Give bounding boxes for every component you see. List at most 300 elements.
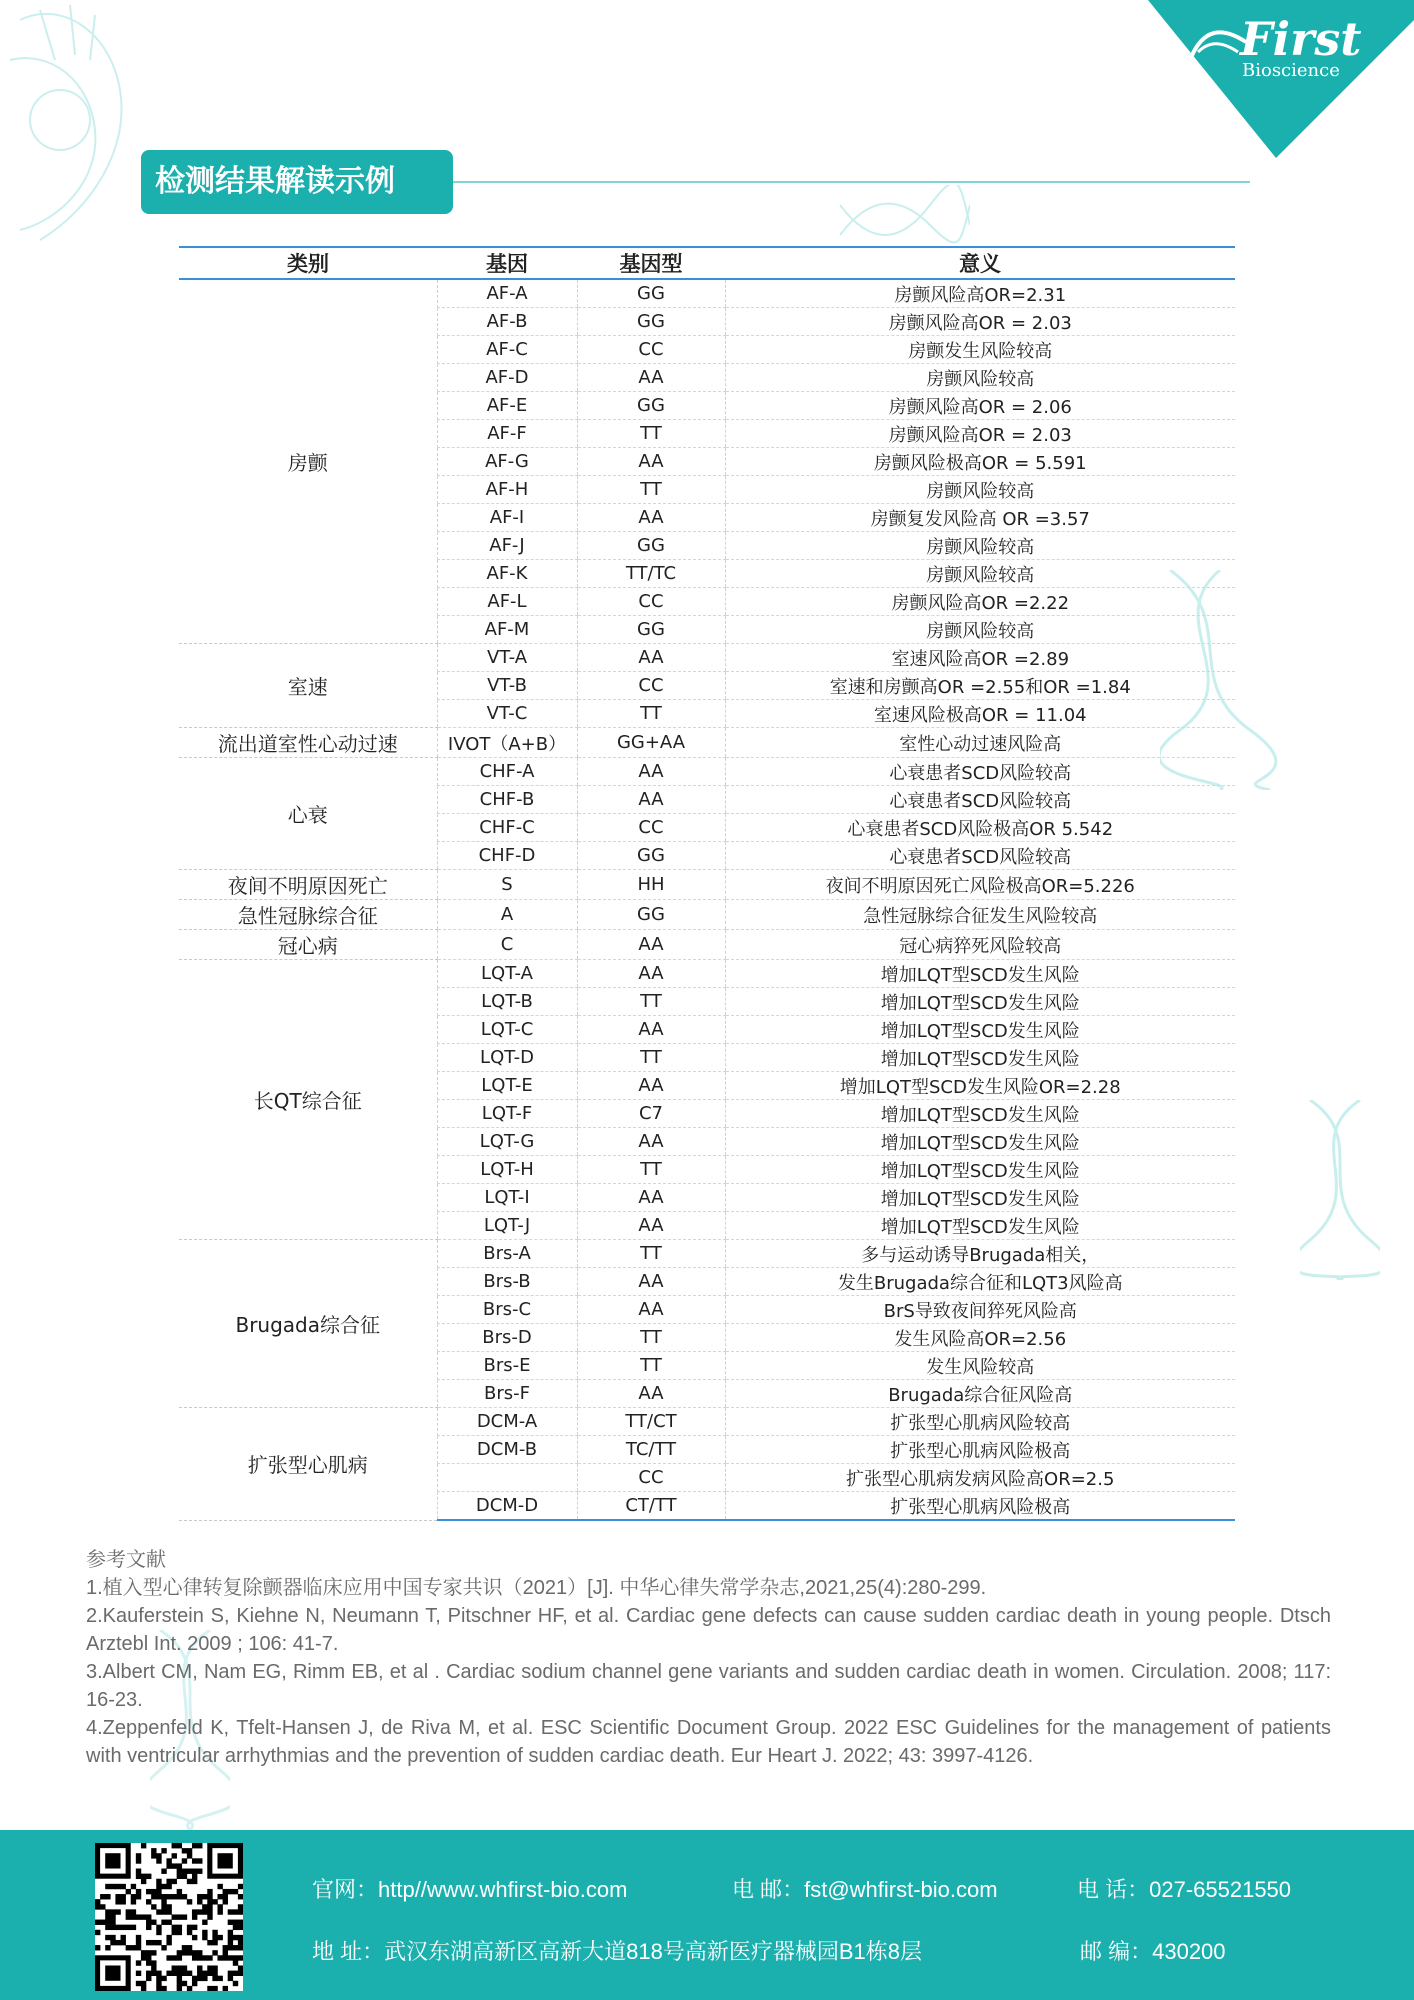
qr-module <box>212 1986 217 1991</box>
gene-cell: AF-C <box>437 336 577 364</box>
dna-helix-illustration <box>840 185 970 245</box>
category-cell: 扩张型心肌病 <box>179 1408 437 1521</box>
genotype-cell: AA <box>577 644 725 672</box>
qr-module <box>156 1889 161 1894</box>
qr-module <box>141 1843 146 1848</box>
table-row <box>179 279 1235 308</box>
qr-module <box>141 1981 146 1986</box>
category-cell: 冠心病 <box>179 930 437 960</box>
qr-module <box>212 1965 217 1970</box>
genotype-cell: TT <box>577 988 725 1016</box>
qr-module <box>156 1930 161 1935</box>
table-row <box>179 758 1235 786</box>
genotype-cell: GG <box>577 532 725 560</box>
qr-module <box>177 1930 182 1935</box>
qr-module <box>217 1909 222 1914</box>
qr-module <box>136 1869 141 1874</box>
qr-module <box>192 1874 197 1879</box>
meaning-cell: 扩张型心肌病发病风险高OR=2.5 <box>725 1464 1235 1492</box>
category-cell: 流出道室性心动过速 <box>179 728 437 758</box>
qr-module <box>146 1940 151 1945</box>
qr-module <box>136 1894 141 1899</box>
genotype-cell: AA <box>577 1184 725 1212</box>
qr-module <box>105 1925 110 1930</box>
header-category: 类别 <box>179 247 437 279</box>
qr-module <box>177 1955 182 1960</box>
qr-module <box>105 1894 110 1899</box>
genotype-cell: C7 <box>577 1100 725 1128</box>
gene-cell <box>437 1464 577 1492</box>
meaning-cell: 增加LQT型SCD发生风险 <box>725 1212 1235 1240</box>
gene-cell: LQT-A <box>437 960 577 988</box>
gene-cell: Brs-F <box>437 1380 577 1408</box>
qr-module <box>187 1848 192 1853</box>
qr-module <box>161 1945 166 1950</box>
qr-module <box>161 1869 166 1874</box>
meaning-cell: 夜间不明原因死亡风险极高OR=5.226 <box>725 870 1235 900</box>
genotype-cell: TT <box>577 700 725 728</box>
genotype-cell: AA <box>577 1212 725 1240</box>
meaning-cell: 发生风险高OR=2.56 <box>725 1324 1235 1352</box>
qr-module <box>182 1965 187 1970</box>
qr-module <box>95 1945 100 1950</box>
meaning-cell: Brugada综合征风险高 <box>725 1380 1235 1408</box>
qr-module <box>151 1894 156 1899</box>
meaning-cell: 房颤风险高OR = 2.06 <box>725 392 1235 420</box>
qr-module <box>136 1914 141 1919</box>
footer-email: 电 邮：fst@whfirst-bio.com <box>732 1877 998 1902</box>
qr-module <box>110 1914 115 1919</box>
qr-module <box>121 1935 126 1940</box>
qr-module <box>238 1940 243 1945</box>
qr-module <box>121 1894 126 1899</box>
gene-cell: LQT-E <box>437 1072 577 1100</box>
qr-module <box>141 1914 146 1919</box>
meaning-cell: 房颤风险极高OR = 5.591 <box>725 448 1235 476</box>
qr-module <box>182 1874 187 1879</box>
qr-module <box>212 1935 217 1940</box>
genotype-cell: GG <box>577 308 725 336</box>
qr-module <box>187 1899 192 1904</box>
qr-module <box>151 1960 156 1965</box>
qr-module <box>177 1843 182 1848</box>
brand-sub: Bioscience <box>1242 60 1340 81</box>
qr-module <box>233 1909 238 1914</box>
qr-module <box>166 1904 171 1909</box>
table-row <box>179 1240 1235 1268</box>
qr-finder <box>105 1853 120 1868</box>
qr-module <box>228 1920 233 1925</box>
qr-module <box>172 1971 177 1976</box>
qr-module <box>136 1853 141 1858</box>
qr-module <box>238 1925 243 1930</box>
qr-module <box>126 1909 131 1914</box>
qr-module <box>110 1935 115 1940</box>
qr-module <box>172 1925 177 1930</box>
gene-cell: AF-G <box>437 448 577 476</box>
qr-module <box>136 1940 141 1945</box>
qr-module <box>202 1904 207 1909</box>
qr-module <box>121 1899 126 1904</box>
qr-module <box>197 1950 202 1955</box>
genotype-cell: AA <box>577 1296 725 1324</box>
qr-module <box>192 1858 197 1863</box>
qr-module <box>192 1955 197 1960</box>
qr-module <box>156 1971 161 1976</box>
meaning-cell: 房颤风险高OR = 2.03 <box>725 420 1235 448</box>
gene-cell: Brs-B <box>437 1268 577 1296</box>
qr-code-icon <box>95 1843 243 1991</box>
gene-cell: LQT-C <box>437 1016 577 1044</box>
qr-module <box>141 1986 146 1991</box>
meaning-cell: 房颤风险较高 <box>725 560 1235 588</box>
qr-module <box>172 1965 177 1970</box>
qr-module <box>212 1976 217 1981</box>
qr-module <box>238 1971 243 1976</box>
meaning-cell: 增加LQT型SCD发生风险 <box>725 1184 1235 1212</box>
qr-module <box>126 1889 131 1894</box>
qr-module <box>161 1976 166 1981</box>
qr-module <box>105 1914 110 1919</box>
qr-module <box>126 1945 131 1950</box>
qr-module <box>207 1965 212 1970</box>
qr-module <box>126 1925 131 1930</box>
qr-module <box>136 1874 141 1879</box>
qr-module <box>100 1904 105 1909</box>
qr-module <box>177 1914 182 1919</box>
meaning-cell: 心衰患者SCD风险较高 <box>725 842 1235 870</box>
genotype-cell: AA <box>577 1128 725 1156</box>
qr-module <box>187 1945 192 1950</box>
qr-module <box>95 1930 100 1935</box>
qr-module <box>172 1879 177 1884</box>
qr-module <box>228 1971 233 1976</box>
meaning-cell: 房颤风险较高 <box>725 532 1235 560</box>
qr-module <box>212 1930 217 1935</box>
meaning-cell: 室速和房颤高OR =2.55和OR =1.84 <box>725 672 1235 700</box>
meaning-cell: BrS导致夜间猝死风险高 <box>725 1296 1235 1324</box>
gene-cell: AF-H <box>437 476 577 504</box>
qr-module <box>110 1920 115 1925</box>
qr-module <box>131 1899 136 1904</box>
qr-module <box>187 1930 192 1935</box>
qr-module <box>228 1940 233 1945</box>
qr-module <box>172 1863 177 1868</box>
qr-module <box>212 1971 217 1976</box>
qr-module <box>110 1884 115 1889</box>
qr-module <box>136 1960 141 1965</box>
gene-cell: AF-J <box>437 532 577 560</box>
gene-interpretation-table <box>179 246 1235 1521</box>
qr-module <box>146 1950 151 1955</box>
qr-module <box>202 1935 207 1940</box>
qr-module <box>177 1976 182 1981</box>
qr-module <box>192 1950 197 1955</box>
meaning-cell: 急性冠脉综合征发生风险较高 <box>725 900 1235 930</box>
qr-module <box>212 1899 217 1904</box>
qr-module <box>207 1909 212 1914</box>
meaning-cell: 增加LQT型SCD发生风险 <box>725 1100 1235 1128</box>
genotype-cell: AA <box>577 1072 725 1100</box>
qr-finder <box>217 1853 232 1868</box>
qr-module <box>110 1925 115 1930</box>
qr-module <box>166 1879 171 1884</box>
gene-cell: AF-D <box>437 364 577 392</box>
qr-module <box>202 1971 207 1976</box>
qr-module <box>228 1909 233 1914</box>
genotype-cell: TT/TC <box>577 560 725 588</box>
genotype-cell: TT <box>577 1324 725 1352</box>
qr-module <box>182 1858 187 1863</box>
table-body <box>179 279 1235 1520</box>
qr-module <box>151 1965 156 1970</box>
gene-cell: S <box>437 870 577 900</box>
qr-module <box>212 1940 217 1945</box>
genotype-cell: AA <box>577 786 725 814</box>
qr-module <box>192 1981 197 1986</box>
table-row <box>179 1408 1235 1436</box>
qr-module <box>131 1909 136 1914</box>
meaning-cell: 增加LQT型SCD发生风险 <box>725 1156 1235 1184</box>
qr-module <box>146 1971 151 1976</box>
table-row <box>179 930 1235 960</box>
gene-cell: CHF-D <box>437 842 577 870</box>
qr-module <box>156 1884 161 1889</box>
qr-module <box>156 1879 161 1884</box>
genotype-cell: AA <box>577 1268 725 1296</box>
qr-module <box>141 1955 146 1960</box>
qr-module <box>166 1955 171 1960</box>
gene-cell: AF-K <box>437 560 577 588</box>
qr-module <box>197 1976 202 1981</box>
qr-module <box>207 1971 212 1976</box>
qr-module <box>105 1945 110 1950</box>
reference-item: 2.Kauferstein S, Kiehne N, Neumann T, Pitschner HF, et al. Cardiac gene defects can cause sudden cardiac death in young people. Dtsch Arztebl Int. 2009 ; 106: 41-7. <box>86 1605 1331 1655</box>
meaning-cell: 扩张型心肌病风险极高 <box>725 1436 1235 1464</box>
qr-module <box>197 1971 202 1976</box>
meaning-cell: 心衰患者SCD风险较高 <box>725 758 1235 786</box>
qr-module <box>187 1869 192 1874</box>
genotype-cell: TT <box>577 1352 725 1380</box>
meaning-cell: 房颤风险较高 <box>725 476 1235 504</box>
gene-cell: LQT-I <box>437 1184 577 1212</box>
meaning-cell: 冠心病猝死风险较高 <box>725 930 1235 960</box>
meaning-cell: 心衰患者SCD风险较高 <box>725 786 1235 814</box>
genotype-cell: GG <box>577 279 725 308</box>
qr-module <box>151 1950 156 1955</box>
reference-item: 3.Albert CM, Nam EG, Rimm EB, et al . Cardiac sodium channel gene variants and sudden cardiac death in women. Circulation. 2008; 117: 16-23. <box>86 1661 1331 1711</box>
gene-cell: AF-L <box>437 588 577 616</box>
qr-module <box>233 1955 238 1960</box>
qr-module <box>197 1955 202 1960</box>
qr-module <box>187 1879 192 1884</box>
qr-module <box>228 1935 233 1940</box>
qr-module <box>146 1874 151 1879</box>
qr-module <box>233 1889 238 1894</box>
qr-module <box>156 1940 161 1945</box>
meaning-cell: 发生Brugada综合征和LQT3风险高 <box>725 1268 1235 1296</box>
qr-module <box>136 1971 141 1976</box>
header-genotype: 基因型 <box>577 247 725 279</box>
table-row <box>179 960 1235 988</box>
qr-module <box>228 1976 233 1981</box>
qr-module <box>228 1945 233 1950</box>
genotype-cell: TT <box>577 1240 725 1268</box>
qr-module <box>223 1894 228 1899</box>
qr-module <box>182 1971 187 1976</box>
dna-helix-illustration <box>1300 1100 1380 1280</box>
qr-module <box>202 1930 207 1935</box>
qr-module <box>166 1909 171 1914</box>
genotype-cell: TT <box>577 420 725 448</box>
genotype-cell: CC <box>577 588 725 616</box>
qr-module <box>136 1889 141 1894</box>
qr-module <box>146 1899 151 1904</box>
genotype-cell: AA <box>577 758 725 786</box>
qr-module <box>161 1884 166 1889</box>
references <box>86 1546 1331 1770</box>
meaning-cell: 扩张型心肌病风险较高 <box>725 1408 1235 1436</box>
qr-module <box>105 1920 110 1925</box>
qr-module <box>187 1971 192 1976</box>
qr-module <box>161 1986 166 1991</box>
qr-module <box>207 1955 212 1960</box>
meaning-cell: 增加LQT型SCD发生风险 <box>725 960 1235 988</box>
gene-cell: AF-E <box>437 392 577 420</box>
qr-module <box>202 1894 207 1899</box>
qr-module <box>192 1869 197 1874</box>
qr-module <box>172 1853 177 1858</box>
meaning-cell: 扩张型心肌病风险极高 <box>725 1492 1235 1521</box>
gene-cell: LQT-G <box>437 1128 577 1156</box>
qr-module <box>156 1858 161 1863</box>
qr-module <box>202 1909 207 1914</box>
qr-module <box>146 1955 151 1960</box>
qr-module <box>166 1863 171 1868</box>
qr-module <box>131 1945 136 1950</box>
genotype-cell: AA <box>577 448 725 476</box>
gene-cell: C <box>437 930 577 960</box>
gene-cell: AF-F <box>437 420 577 448</box>
category-cell: 夜间不明原因死亡 <box>179 870 437 900</box>
qr-module <box>187 1950 192 1955</box>
qr-module <box>115 1940 120 1945</box>
qr-module <box>202 1955 207 1960</box>
qr-module <box>161 1899 166 1904</box>
qr-module <box>228 1955 233 1960</box>
qr-module <box>95 1920 100 1925</box>
genotype-cell: CC <box>577 672 725 700</box>
qr-module <box>105 1909 110 1914</box>
brand-name: First <box>1240 12 1362 66</box>
meaning-cell: 室速风险高OR =2.89 <box>725 644 1235 672</box>
qr-module <box>166 1935 171 1940</box>
gene-cell: LQT-B <box>437 988 577 1016</box>
qr-module <box>187 1925 192 1930</box>
qr-module <box>182 1945 187 1950</box>
gene-cell: AF-A <box>437 279 577 308</box>
qr-module <box>217 1884 222 1889</box>
qr-module <box>121 1884 126 1889</box>
gene-cell: LQT-D <box>437 1044 577 1072</box>
qr-module <box>192 1914 197 1919</box>
qr-module <box>197 1858 202 1863</box>
qr-module <box>151 1971 156 1976</box>
meaning-cell: 增加LQT型SCD发生风险 <box>725 1044 1235 1072</box>
qr-module <box>192 1843 197 1848</box>
meaning-cell: 增加LQT型SCD发生风险 <box>725 1128 1235 1156</box>
genotype-cell: AA <box>577 1016 725 1044</box>
table-row <box>179 728 1235 758</box>
meaning-cell: 发生风险较高 <box>725 1352 1235 1380</box>
genotype-cell: CC <box>577 1464 725 1492</box>
footer-website: 官网：http//www.whfirst-bio.com <box>312 1877 628 1902</box>
qr-module <box>233 1945 238 1950</box>
qr-module <box>182 1869 187 1874</box>
qr-module <box>223 1945 228 1950</box>
genotype-cell: GG <box>577 392 725 420</box>
genotype-cell: AA <box>577 364 725 392</box>
qr-module <box>192 1976 197 1981</box>
qr-module <box>238 1945 243 1950</box>
qr-module <box>131 1914 136 1919</box>
qr-module <box>202 1976 207 1981</box>
qr-module <box>166 1894 171 1899</box>
qr-module <box>217 1935 222 1940</box>
gene-cell: A <box>437 900 577 930</box>
gene-cell: Brs-E <box>437 1352 577 1380</box>
qr-module <box>187 1986 192 1991</box>
qr-module <box>136 1935 141 1940</box>
gene-cell: Brs-A <box>437 1240 577 1268</box>
qr-module <box>161 1920 166 1925</box>
qr-module <box>207 1889 212 1894</box>
qr-module <box>207 1894 212 1899</box>
genotype-cell: CC <box>577 814 725 842</box>
gene-cell: Brs-C <box>437 1296 577 1324</box>
qr-module <box>110 1940 115 1945</box>
qr-module <box>156 1986 161 1991</box>
meaning-cell: 室性心动过速风险高 <box>725 728 1235 758</box>
genotype-cell: HH <box>577 870 725 900</box>
qr-module <box>177 1986 182 1991</box>
gene-cell: DCM-D <box>437 1492 577 1521</box>
qr-module <box>238 1920 243 1925</box>
qr-module <box>182 1914 187 1919</box>
qr-module <box>100 1920 105 1925</box>
qr-module <box>156 1976 161 1981</box>
footer-phone: 电 话：027-65521550 <box>1077 1877 1292 1902</box>
gene-cell: IVOT（A+B） <box>437 728 577 758</box>
gene-cell: VT-A <box>437 644 577 672</box>
category-cell: 长QT综合征 <box>179 960 437 1240</box>
qr-module <box>233 1981 238 1986</box>
qr-module <box>197 1909 202 1914</box>
qr-module <box>166 1884 171 1889</box>
meaning-cell: 多与运动诱导Brugada相关， <box>725 1240 1235 1268</box>
qr-module <box>156 1909 161 1914</box>
qr-module <box>151 1904 156 1909</box>
qr-module <box>115 1884 120 1889</box>
category-cell: 房颤 <box>179 279 437 644</box>
category-cell: 急性冠脉综合征 <box>179 900 437 930</box>
reference-item: 1.植入型心律转复除颤器临床应用中国专家共识（2021）[J]. 中华心律失常学杂志,2021,25(4):280-299. <box>86 1577 987 1599</box>
qr-module <box>95 1904 100 1909</box>
qr-module <box>141 1879 146 1884</box>
qr-module <box>121 1940 126 1945</box>
qr-module <box>238 1935 243 1940</box>
genotype-cell: TT <box>577 1156 725 1184</box>
